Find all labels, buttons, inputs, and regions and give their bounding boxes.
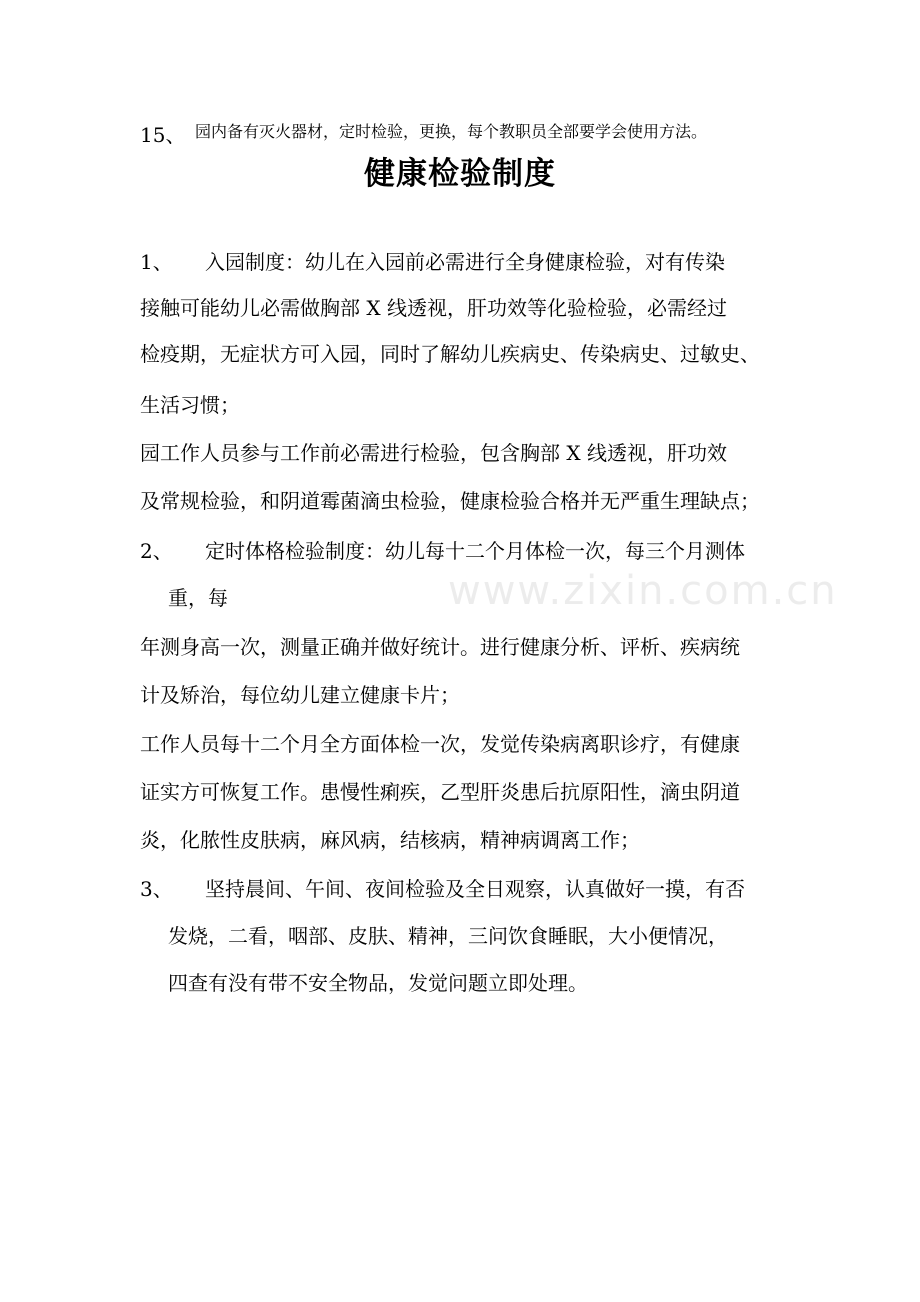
item-15-text: 园内备有灭火器材，定时检验，更换，每个教职员全部要学会使用方法。 [195, 122, 708, 141]
section-2-line-3: 年测身高一次，测量正确并做好统计。进行健康分析、评析、疾病统 [140, 635, 740, 659]
section-1-line-6: 及常规检验，和阴道霉菌滴虫检验，健康检验合格并无严重生理缺点； [140, 489, 760, 513]
section-2-line-4: 计及矫治，每位幼儿建立健康卡片； [140, 683, 460, 707]
section-3-line-1: 坚持晨间、午间、夜间检验及全日观察，认真做好一摸，有否 [205, 877, 745, 901]
section-1-line-3: 检疫期，无症状方可入园，同时了解幼儿疾病史、传染病史、过敏史、 [140, 342, 760, 366]
section-1-line-4: 生活习惯； [140, 393, 240, 417]
section-1-line-1: 入园制度：幼儿在入园前必需进行全身健康检验，对有传染 [205, 250, 725, 274]
section-2-line-2: 重，每 [168, 586, 228, 610]
section-2-number: 2、 [140, 539, 173, 563]
section-2-line-5: 工作人员每十二个月全方面体检一次，发觉传染病离职诊疗，有健康 [140, 732, 740, 756]
section-1-line-5: 园工作人员参与工作前必需进行检验，包含胸部 X 线透视，肝功效 [140, 441, 727, 465]
section-3-line-2: 发烧，二看，咽部、皮肤、精神，三问饮食睡眠，大小便情况， [168, 924, 728, 948]
section-2-line-7: 炎，化脓性皮肤病，麻风病，结核病，精神病调离工作； [140, 828, 640, 852]
section-3-number: 3、 [140, 877, 173, 901]
section-1-number: 1、 [140, 250, 173, 274]
section-1-line-2: 接触可能幼儿必需做胸部 X 线透视，肝功效等化验检验，必需经过 [140, 296, 727, 320]
section-2-line-6: 证实方可恢复工作。患慢性痢疾，乙型肝炎患后抗原阳性，滴虫阴道 [140, 780, 740, 804]
watermark: www.zixin.com.cn [448, 568, 838, 614]
item-number-15: 15、 [140, 123, 186, 147]
page-title: 健康检验制度 [364, 156, 556, 192]
section-3-line-3: 四查有没有带不安全物品，发觉问题立即处理。 [168, 971, 588, 995]
section-2-line-1: 定时体格检验制度：幼儿每十二个月体检一次，每三个月测体 [205, 539, 745, 563]
